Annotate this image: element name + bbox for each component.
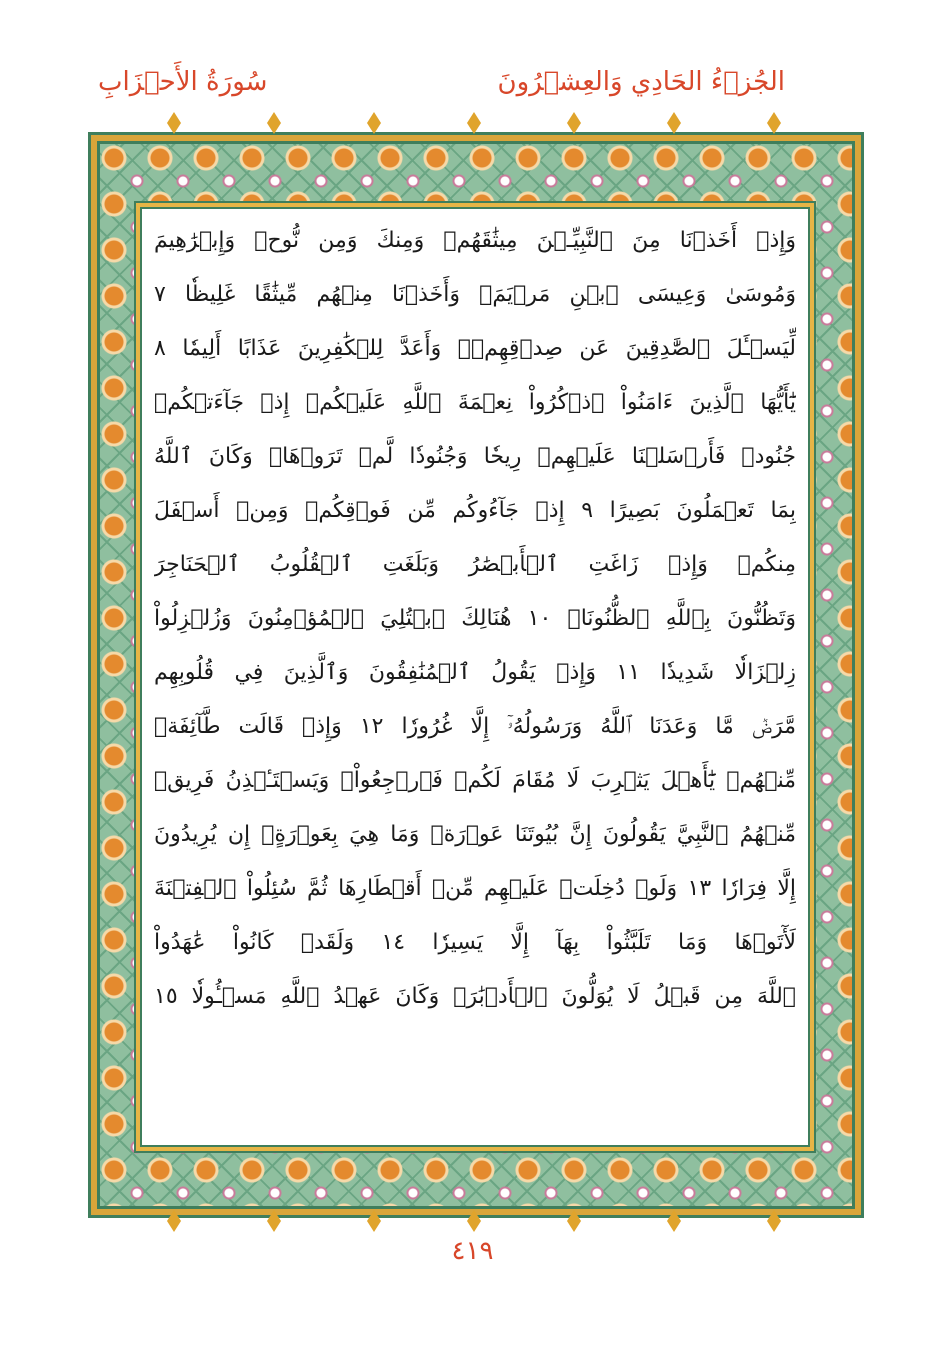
border-finial-icon	[267, 112, 281, 134]
text-line-14: لَأٓتَوۡهَا وَمَا تَلَبَّثُواْ بِهَآ إِلَّا يَسِيرٗا ١٤ وَلَقَدۡ كَانُواْ عَٰهَدُواْ	[154, 930, 796, 955]
text-line-8: وَتَظُنُّونَ بِٱللَّهِ ٱلظُّنُونَا۠ ١٠ هُنَالِكَ ٱبۡتُلِيَ ٱلۡمُؤۡمِنُونَ وَزُلۡزِلُواْ	[154, 606, 796, 631]
juz-title: الجُزۡءُ الحَادِي وَالعِشۡرُونَ	[497, 67, 785, 97]
text-line-5: جُنُودٞ فَأَرۡسَلۡنَا عَلَيۡهِمۡ رِيحٗا وَجُنُودٗا لَّمۡ تَرَوۡهَاۚ وَكَانَ ٱللَّهُ	[154, 444, 796, 469]
border-finial-icon	[467, 112, 481, 134]
text-line-1: وَإِذۡ أَخَذۡنَا مِنَ ٱلنَّبِيِّـۧنَ مِيثَٰقَهُمۡ وَمِنكَ وَمِن نُّوحٖ وَإِبۡرَٰهِيمَ	[154, 228, 796, 253]
text-panel	[140, 207, 810, 1147]
border-finial-icon	[367, 112, 381, 134]
border-finial-icon	[667, 112, 681, 134]
border-finial-icon	[167, 112, 181, 134]
text-line-4: يَٰٓأَيُّهَا ٱلَّذِينَ ءَامَنُواْ ٱذۡكُرُواْ نِعۡمَةَ ٱللَّهِ عَلَيۡكُمۡ إِذۡ جَآءَتۡكُمۡ	[154, 390, 796, 415]
text-line-15: ٱللَّهَ مِن قَبۡلُ لَا يُوَلُّونَ ٱلۡأَدۡبَٰرَۚ وَكَانَ عَهۡدُ ٱللَّهِ مَسۡـُٔولٗا ١٥	[154, 984, 796, 1009]
text-line-9: زِلۡزَالٗا شَدِيدٗا ١١ وَإِذۡ يَقُولُ ٱلۡمُنَٰفِقُونَ وَٱلَّذِينَ فِي قُلُوبِهِم	[154, 660, 796, 685]
text-line-6: بِمَا تَعۡمَلُونَ بَصِيرًا ٩ إِذۡ جَآءُوكُم مِّن فَوۡقِكُمۡ وَمِنۡ أَسۡفَلَ	[154, 498, 796, 523]
text-line-13: إِلَّا فِرَارٗا ١٣ وَلَوۡ دُخِلَتۡ عَلَيۡهِم مِّنۡ أَقۡطَارِهَا ثُمَّ سُئِلُواْ ٱلۡفِتۡنَةَ	[154, 876, 796, 901]
text-line-7: مِنكُمۡ وَإِذۡ زَاغَتِ ٱلۡأَبۡصَٰرُ وَبَلَغَتِ ٱلۡقُلُوبُ ٱلۡحَنَاجِرَ	[154, 552, 796, 577]
page-number: ٤١٩	[451, 1236, 494, 1266]
border-finial-icon	[567, 112, 581, 134]
border-finial-icon	[767, 112, 781, 134]
text-line-11: مِّنۡهُمۡ يَٰٓأَهۡلَ يَثۡرِبَ لَا مُقَامَ لَكُمۡ فَٱرۡجِعُواْۚ وَيَسۡتَـٔۡذِنُ فَرِيقٞ	[154, 768, 796, 793]
surah-title: سُورَةُ الأَحۡزَابِ	[98, 67, 268, 97]
text-line-2: وَمُوسَىٰ وَعِيسَى ٱبۡنِ مَرۡيَمَۖ وَأَخَذۡنَا مِنۡهُم مِّيثَٰقًا غَلِيظٗا ٧	[154, 282, 796, 307]
text-line-10: مَّرَضٞ مَّا وَعَدَنَا ٱللَّهُ وَرَسُولُهُۥٓ إِلَّا غُرُورٗا ١٢ وَإِذۡ قَالَت طَّآئِفَةٞ	[154, 714, 796, 739]
text-line-12: مِّنۡهُمُ ٱلنَّبِيَّ يَقُولُونَ إِنَّ بُيُوتَنَا عَوۡرَةٞ وَمَا هِيَ بِعَوۡرَةٍۖ إِن يُرِيدُونَ	[154, 822, 796, 847]
text-line-3: لِّيَسۡـَٔلَ ٱلصَّٰدِقِينَ عَن صِدۡقِهِمۡۚ وَأَعَدَّ لِلۡكَٰفِرِينَ عَذَابًا أَلِيمٗا ٨	[154, 336, 796, 361]
